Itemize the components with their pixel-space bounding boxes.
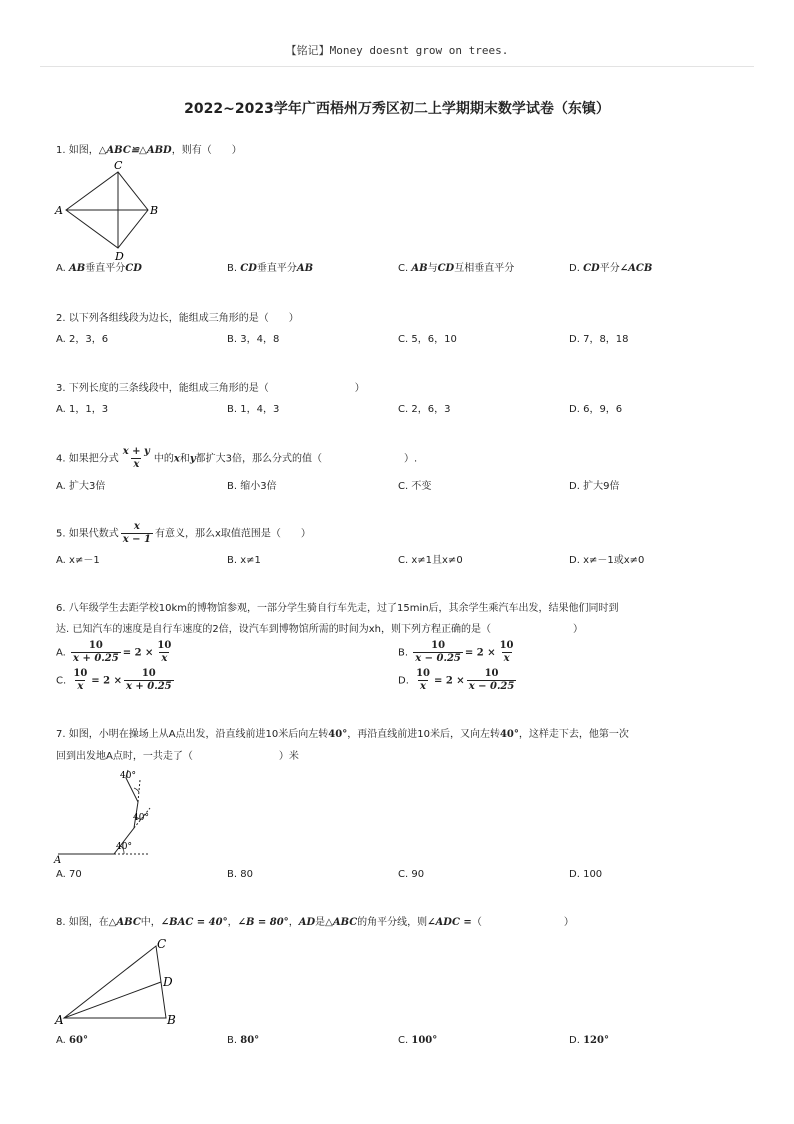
q7-option-c[interactable]: C. 90	[398, 869, 425, 880]
question-5-stem: 5. 如果代数式 $\frac{x}{x - 1}$ 有意义，那么x取值范围是（ ）	[56, 521, 311, 545]
question-8-stem: 8. 如图，在△ABC中，∠BAC = 40°，∠B = 80°，AD是△ABC的角平分线，则∠ADC =（ ）	[56, 917, 574, 928]
q7-option-a[interactable]: A. 70	[56, 869, 82, 880]
question-2-stem: 2. 以下列各组线段为边长，能组成三角形的是（ ）	[56, 313, 299, 324]
q2-option-c[interactable]: C. 5，6，10	[398, 334, 457, 345]
q8-option-c[interactable]: C. 100°	[398, 1035, 438, 1046]
q7-angle-label-3: 40°	[120, 771, 136, 781]
question-3-stem: 3. 下列长度的三条线段中，能组成三角形的是（ ）	[56, 383, 365, 394]
q1-math-congruent: △ABC≌△ABD	[98, 145, 172, 156]
q1-option-b[interactable]: B. CD垂直平分AB	[227, 263, 314, 274]
q8-option-d[interactable]: D. 120°	[569, 1035, 609, 1046]
question-7-line2: 回到出发地A点时，一共走了（ ）米	[56, 751, 299, 762]
q5-fraction: $\frac{x}{x - 1}$	[122, 521, 151, 545]
q4-option-a[interactable]: A. 扩大3倍	[56, 481, 106, 492]
question-6-line2: 达. 已知汽车的速度是自行车速度的2倍，设汽车到博物馆所需的时间为xh，则下列方程正确的是（ ）	[56, 624, 583, 635]
q7-angle-label-1: 40°	[116, 842, 132, 852]
question-6-line1: 6. 八年级学生去距学校10km的博物馆参观，一部分学生骑自行车先走，过了15min后，其余学生乘汽车出发，结果他们同时到	[56, 603, 619, 614]
q1-label-c: C	[114, 159, 123, 172]
q8-triangle	[64, 946, 166, 1018]
question-7-figure	[52, 766, 160, 866]
q1-label-b: B	[150, 204, 159, 217]
q6-option-a[interactable]: A. $\frac{10}{x + 0.25}$ = 2 × $\frac{10}{x}$	[56, 640, 172, 664]
question-7-line1: 7. 如图，小明在操场上从A点出发，沿直线前进10米后向左转40°，再沿直线前进10米后，又向左转40°，这样走下去，他第一次	[56, 729, 629, 740]
q3-option-a[interactable]: A. 1，1，3	[56, 404, 109, 415]
question-1-stem	[56, 144, 242, 158]
q6-option-b[interactable]: B. $\frac{10}{x - 0.25}$ = 2 × $\frac{10}{x}$	[398, 640, 514, 664]
q7-label-a: A	[54, 855, 62, 866]
question-8-figure	[52, 934, 184, 1030]
q4-option-b[interactable]: B. 缩小3倍	[227, 481, 277, 492]
q1-option-c[interactable]: C. AB与CD互相垂直平分	[398, 263, 515, 274]
q1-stem-end: ，则有（ ）	[171, 145, 242, 156]
q3-option-b[interactable]: B. 1，4，3	[227, 404, 280, 415]
q4-option-c[interactable]: C. 不变	[398, 481, 432, 492]
header-divider	[40, 66, 754, 67]
q1-label-a: A	[55, 204, 63, 217]
q8-label-c: C	[157, 937, 167, 951]
q2-option-b[interactable]: B. 3，4，8	[227, 334, 280, 345]
q7-angle-arc-3	[134, 788, 139, 792]
q5-option-a[interactable]: A. x≠－1	[56, 555, 100, 566]
q6-option-d[interactable]: D. $\frac{10}{x}$ = 2 × $\frac{10}{x - 0.25}$	[398, 668, 515, 692]
q3-option-c[interactable]: C. 2，6，3	[398, 404, 451, 415]
q1-option-a[interactable]: A. AB垂直平分CD	[56, 263, 142, 274]
q7-angle-label-2: 40°	[133, 813, 149, 823]
q5-option-d[interactable]: D. x≠－1或x≠0	[569, 555, 645, 566]
q4-option-d[interactable]: D. 扩大9倍	[569, 481, 620, 492]
q7-option-b[interactable]: B. 80	[227, 869, 253, 880]
q7-option-d[interactable]: D. 100	[569, 869, 603, 880]
q3-option-d[interactable]: D. 6，9，6	[569, 404, 623, 415]
q2-option-a[interactable]: A. 2，3，6	[56, 334, 109, 345]
question-1-figure	[52, 158, 164, 264]
header-motto: 【铭记】Money doesnt grow on trees.	[285, 44, 509, 57]
q1-option-d[interactable]: D. CD平分∠ACB	[569, 263, 653, 274]
q8-bisector-ad	[64, 982, 161, 1018]
q8-option-a[interactable]: A. 60°	[56, 1035, 88, 1046]
q8-label-b: B	[167, 1013, 176, 1027]
q2-option-d[interactable]: D. 7，8，18	[569, 334, 629, 345]
q8-option-b[interactable]: B. 80°	[227, 1035, 260, 1046]
q8-label-a: A	[55, 1013, 64, 1027]
q8-label-d: D	[163, 975, 173, 989]
q4-fraction: $\frac{x + y}{x}$	[122, 446, 150, 470]
q6-option-c[interactable]: C. $\frac{10}{x}$ = 2 × $\frac{10}{x + 0.25}$	[56, 668, 172, 692]
q5-option-b[interactable]: B. x≠1	[227, 555, 261, 566]
q1-label-d: D	[115, 250, 124, 263]
question-4-stem: 4. 如果把分式 $\frac{x + y}{x}$ 中的x和y都扩大3倍，那么分式的值（ ）.	[56, 446, 418, 470]
q5-option-c[interactable]: C. x≠1且x≠0	[398, 555, 463, 566]
page-title: 2022~2023学年广西梧州万秀区初二上学期期末数学试卷（东镇）	[184, 101, 610, 117]
q1-stem-text: 1. 如图，	[56, 145, 99, 156]
